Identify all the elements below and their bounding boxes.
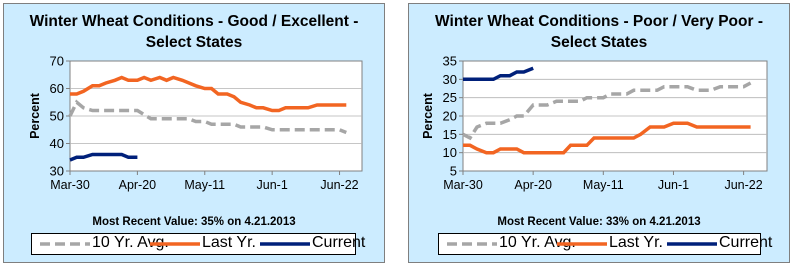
y-tick-label: 60 [49, 81, 64, 96]
chart-legend [438, 233, 773, 255]
y-tick-label: 10 [442, 145, 457, 161]
y-tick-label: 15 [442, 126, 457, 142]
poor-verypoor-chart-panel [408, 3, 790, 263]
x-tick-label: May-11 [582, 178, 624, 192]
x-tick-label: Jun-1 [256, 178, 288, 192]
x-tick-label: Jun-22 [320, 178, 359, 192]
legend-swatch-10-yr-avg [40, 240, 90, 248]
most-recent-value: Most Recent Value: 33% on 4.21.2013 [497, 216, 701, 228]
x-tick-label: Apr-20 [514, 178, 552, 192]
legend-swatch-current [260, 240, 310, 248]
y-tick-label: 25 [442, 90, 457, 106]
y-axis-label: Percent [28, 93, 42, 139]
legend-swatch-current [667, 240, 717, 248]
legend-label-10-yr-avg: 10 Yr. Avg. [92, 234, 169, 251]
poor-verypoor-plot [409, 4, 791, 216]
y-axis-label: Percent [421, 93, 435, 139]
y-tick-label: 20 [442, 108, 457, 124]
chart-title-line-1: Winter Wheat Conditions - Poor / Very Poor - [435, 13, 763, 30]
legend-label-last-yr: Last Yr. [202, 234, 256, 251]
legend-swatch-10-yr-avg [447, 240, 497, 248]
legend-swatch-last-yr [150, 240, 200, 248]
legend-label-current: Current [312, 234, 366, 251]
chart-title-line-2: Select States [145, 34, 243, 51]
y-tick-label: 35 [442, 53, 457, 69]
chart-legend [31, 233, 366, 255]
x-tick-label: Jun-22 [724, 178, 763, 192]
x-tick-label: Mar-30 [50, 178, 90, 192]
chart-title-line-2: Select States [550, 34, 648, 51]
y-tick-label: 70 [49, 53, 64, 69]
legend-label-current: Current [719, 234, 773, 251]
y-tick-label: 5 [449, 163, 457, 179]
most-recent-value: Most Recent Value: 35% on 4.21.2013 [92, 216, 296, 228]
y-tick-label: 30 [442, 71, 457, 87]
x-tick-label: May-11 [184, 178, 226, 192]
y-tick-label: 50 [49, 108, 64, 124]
legend-label-10-yr-avg: 10 Yr. Avg. [499, 234, 576, 251]
good-excellent-chart-panel [3, 3, 385, 263]
y-tick-label: 30 [49, 163, 64, 179]
x-tick-label: Jun-1 [657, 178, 690, 192]
chart-title-line-1: Winter Wheat Conditions - Good / Excellent - [29, 13, 359, 30]
legend-label-last-yr: Last Yr. [609, 234, 663, 251]
x-tick-label: Mar-30 [443, 178, 483, 192]
x-tick-label: Apr-20 [118, 178, 157, 192]
good-excellent-plot [4, 4, 386, 216]
legend-swatch-last-yr [557, 240, 607, 248]
y-tick-label: 40 [49, 136, 64, 151]
